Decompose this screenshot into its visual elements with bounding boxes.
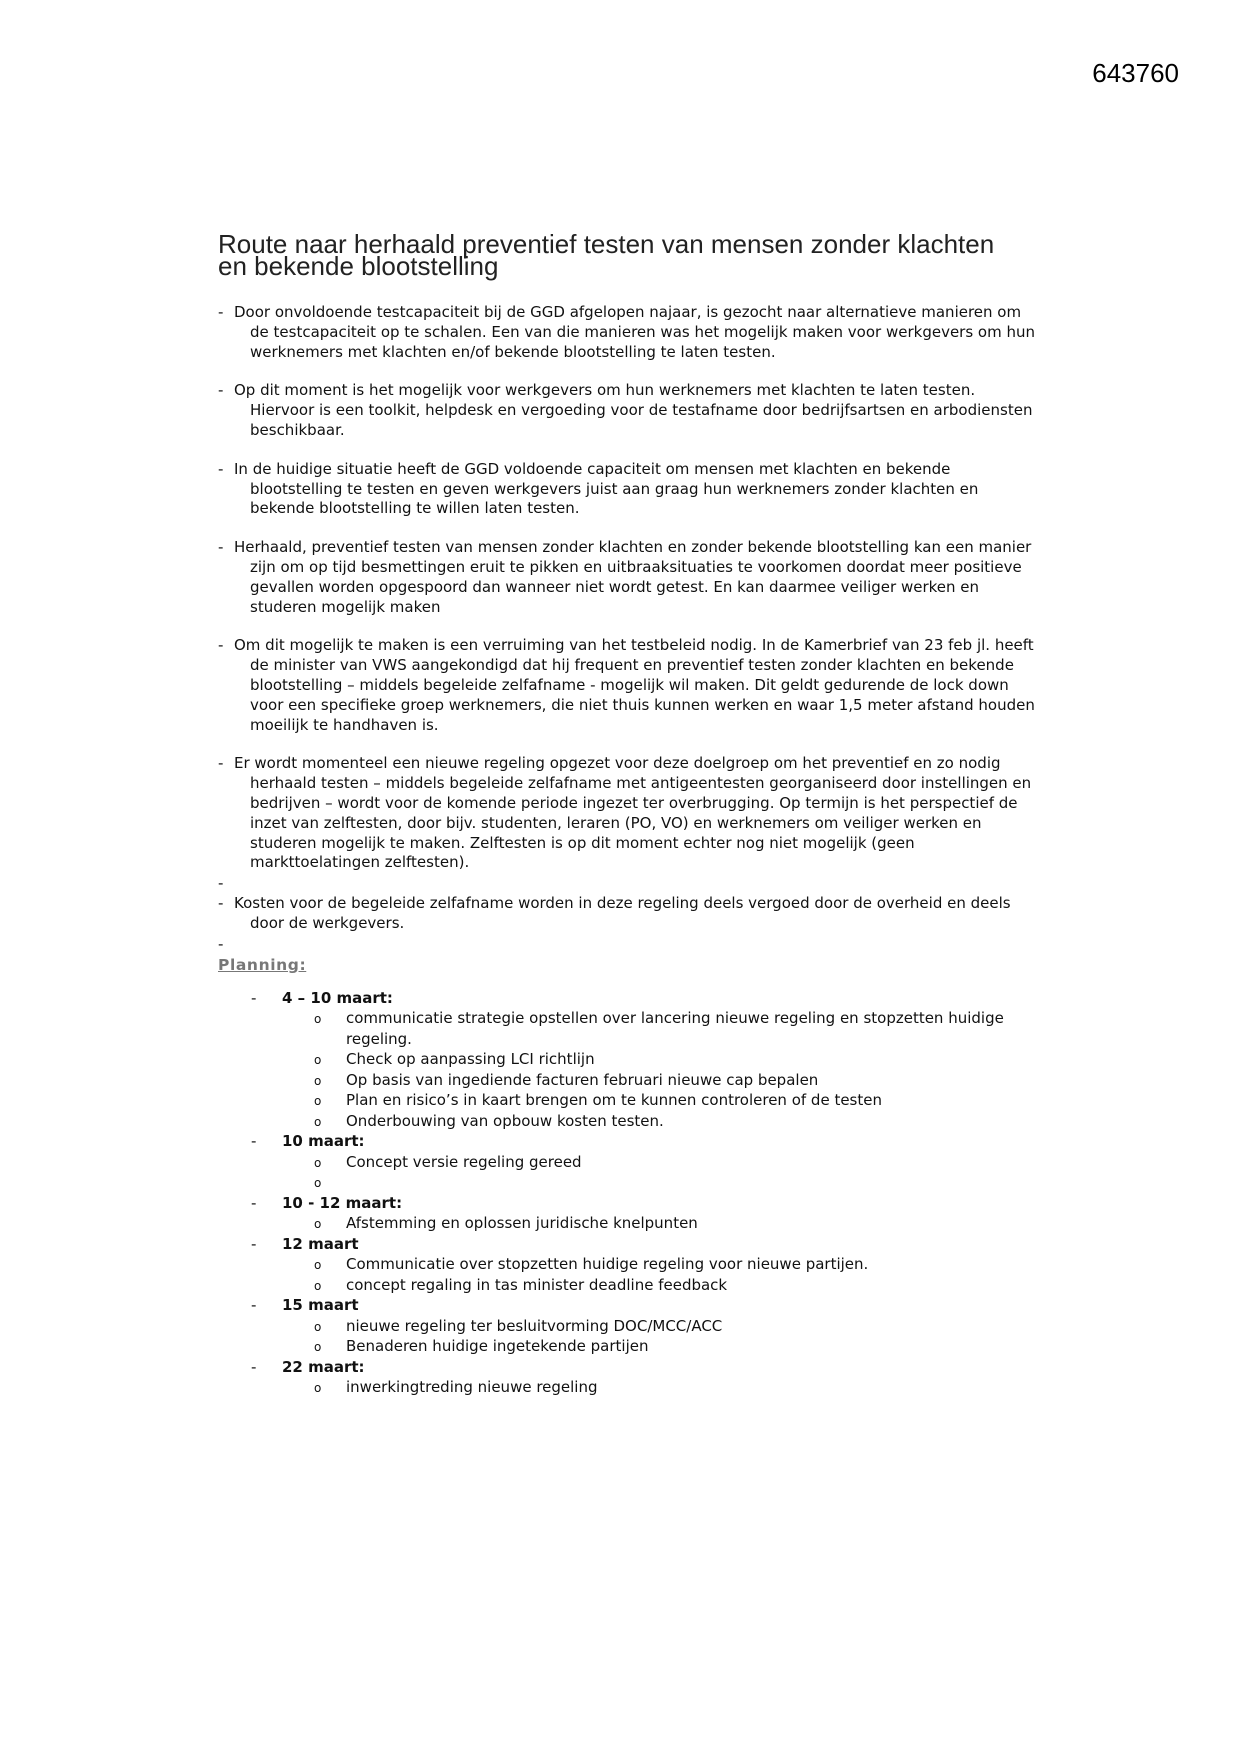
task-item: o nieuwe regeling ter besluitvorming DOC/MCC/ACC — [346, 1316, 1038, 1337]
empty-bullet: - — [218, 934, 224, 953]
bullet-item: - Er wordt momenteel een nieuwe regeling opgezet voor deze doelgroep om het preventief en zo nodig herhaald testen – middels begeleide zelfafname met antigeentesten georganiseerd door instellingen en bedrijven – wordt voor de komende periode ingezet ter overbrugging. Op termijn is het perspectief de inzet van zelftesten, door bijv. studenten, leraren (PO, VO) en werknemers om veiliger werken en studeren mogelijk te maken. Zelftesten is op dit moment echter nog niet mogelijk (geen markttoelatingen zelftesten). — [218, 754, 1038, 873]
bullet-item: - In de huidige situatie heeft de GGD voldoende capaciteit om mensen met klachten en bekende blootstelling te testen en geven werkgevers juist aan graag hun werknemers zonder klachten en bekende blootstelling te willen laten testen. — [218, 460, 1038, 519]
task-item: o Check op aanpassing LCI richtlijn — [346, 1049, 1038, 1070]
task-item: o Op basis van ingediende facturen februari nieuwe cap bepalen — [346, 1070, 1038, 1091]
planning-item — [251, 1193, 1038, 1234]
bullet-item: - Door onvoldoende testcapaciteit bij de GGD afgelopen najaar, is gezocht naar alternatieve manieren om de testcapaciteit op te schalen. Een van die manieren was het mogelijk maken voor werkgevers om hun werknemers met klachten en/of bekende blootstelling te laten testen. — [218, 303, 1038, 362]
planning-item — [251, 1234, 1038, 1296]
planning-heading: Planning: — [218, 955, 307, 974]
task-list — [282, 1316, 1038, 1357]
planning-date: - 15 maart — [282, 1296, 359, 1315]
task-item: o inwerkingtreding nieuwe regeling — [346, 1377, 1038, 1398]
bullet-item: - Kosten voor de begeleide zelfafname worden in deze regeling deels vergoed door de overheid en deels door de werkgevers. — [218, 894, 1038, 934]
planning-item — [251, 988, 1038, 1132]
page-title-line-1: Route naar herhaald preventief testen van mensen zonder klachten — [218, 229, 995, 259]
task-list — [282, 1152, 1038, 1193]
bullet-item: - Herhaald, preventief testen van mensen zonder klachten en zonder bekende blootstelling kan een manier zijn om op tijd besmettingen eruit te pikken en uitbraaksituaties te voorkomen doordat meer positieve gevallen worden opgespoord dan wanneer niet wordt getest. En kan daarmee veiliger werken en studeren mogelijk maken — [218, 538, 1038, 617]
planning-date: - 4 – 10 maart: — [282, 988, 393, 1007]
planning-date: - 22 maart: — [282, 1357, 365, 1376]
planning-date: - 12 maart — [282, 1234, 359, 1253]
page-title — [218, 229, 1018, 281]
empty-bullet: - — [218, 874, 224, 893]
planning-list — [218, 988, 1038, 1398]
planning-item — [251, 1131, 1038, 1193]
task-item: o communicatie strategie opstellen over lancering nieuwe regeling en stopzetten huidige regeling. — [346, 1008, 1038, 1049]
bullet-item: - Om dit mogelijk te maken is een verruiming van het testbeleid nodig. In de Kamerbrief van 23 feb jl. heeft de minister van VWS aangekondigd dat hij frequent en preventief testen zonder klachten en bekende blootstelling – middels begeleide zelfafname - mogelijk wil maken. Dit geldt gedurende de lock down voor een specifieke groep werknemers, die niet thuis kunnen werken en waar 1,5 meter afstand houden moeilijk te handhaven is. — [218, 636, 1038, 735]
planning-date: - 10 maart: — [282, 1132, 365, 1151]
task-item-empty — [346, 1172, 1038, 1193]
task-list — [282, 1213, 1038, 1234]
task-list — [282, 1377, 1038, 1398]
task-list — [282, 1254, 1038, 1295]
task-item: o Communicatie over stopzetten huidige regeling voor nieuwe partijen. — [346, 1254, 1038, 1275]
page-title-line-2: en bekende blootstelling — [218, 251, 499, 281]
task-item: o Plan en risico’s in kaart brengen om te kunnen controleren of de testen — [346, 1090, 1038, 1111]
bullet-list — [218, 303, 1038, 873]
task-item: o Afstemming en oplossen juridische knelpunten — [346, 1213, 1038, 1234]
document-body — [218, 303, 1038, 1398]
planning-item — [251, 1295, 1038, 1357]
task-item: o concept regaling in tas minister deadline feedback — [346, 1275, 1038, 1296]
task-item: o Benaderen huidige ingetekende partijen — [346, 1336, 1038, 1357]
planning-date: - 10 - 12 maart: — [282, 1193, 403, 1212]
planning-item — [251, 1357, 1038, 1398]
task-item: o Onderbouwing van opbouw kosten testen. — [346, 1111, 1038, 1132]
bullet-item: - Op dit moment is het mogelijk voor werkgevers om hun werknemers met klachten te laten testen. Hiervoor is een toolkit, helpdesk en vergoeding voor de testafname door bedrijfsartsen en arbodiensten beschikbaar. — [218, 381, 1038, 440]
task-list — [282, 1008, 1038, 1131]
bullet-list-costs — [218, 894, 1038, 934]
document-number: 643760 — [1092, 58, 1179, 88]
task-item: o Concept versie regeling gereed — [346, 1152, 1038, 1173]
